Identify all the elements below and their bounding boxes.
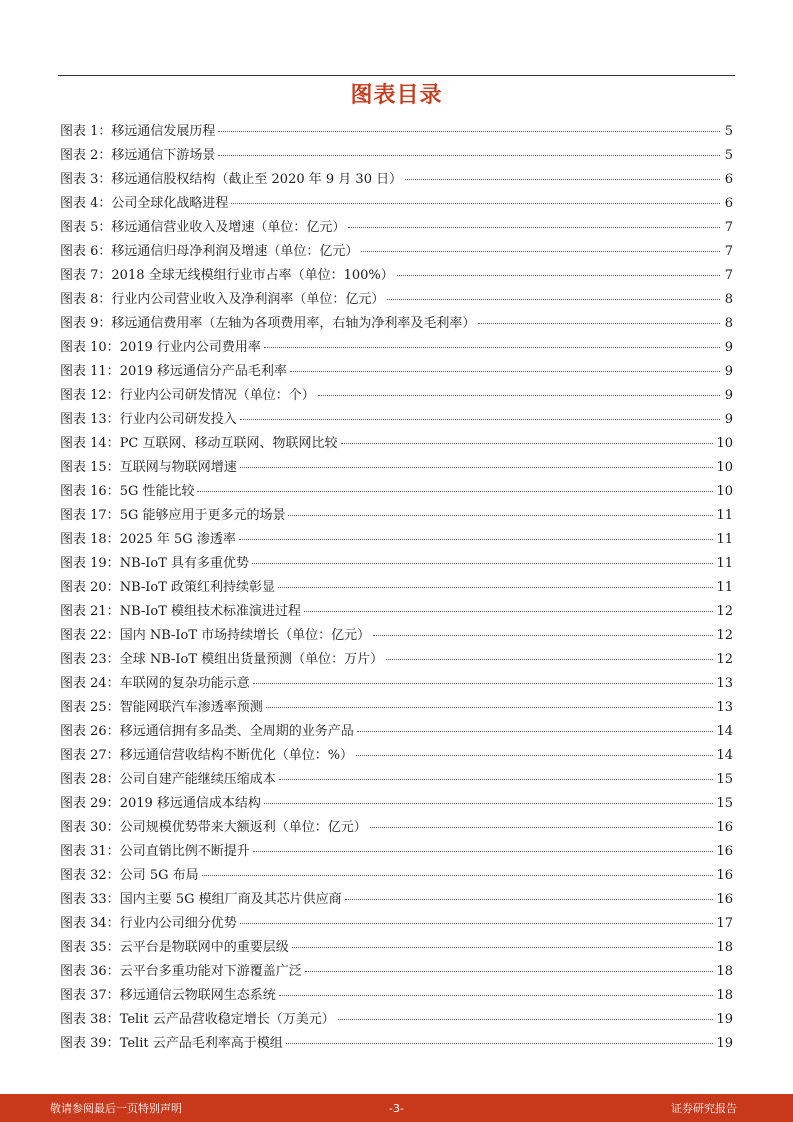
toc-entry-title (60, 432, 338, 456)
toc-entry-text: 国内主要 5G 模组厂商及其芯片供应商 (119, 892, 342, 907)
toc-entry-label: 图表 27： (60, 748, 120, 763)
toc-entry-text: 移远通信费用率（左轴为各项费用率，右轴为净利率及毛利率） (111, 316, 476, 331)
toc-entry-page: 10 (716, 460, 733, 475)
toc-entry-page: 9 (724, 412, 733, 427)
toc-entry[interactable] (60, 336, 733, 360)
toc-entry[interactable] (60, 192, 733, 216)
toc-entry-text: 5G 性能比较 (119, 484, 195, 499)
toc-entry-title (60, 312, 475, 336)
toc-entry-page: 14 (716, 724, 733, 739)
dot-leader (197, 491, 713, 492)
toc-entry-page: 6 (724, 172, 733, 187)
toc-entry-text: 公司 5G 布局 (119, 868, 199, 883)
toc-entry-text: NB-IoT 政策红利持续彰显 (119, 580, 276, 595)
toc-entry-title (60, 528, 236, 552)
toc-entry-label: 图表 1： (60, 124, 112, 139)
toc-entry-label: 图表 24： (60, 676, 120, 691)
toc-entry-page: 7 (724, 220, 733, 235)
toc-entry[interactable] (60, 408, 733, 432)
toc-entry-title (60, 144, 215, 168)
dot-leader (318, 395, 720, 396)
toc-entry[interactable] (60, 216, 733, 240)
toc-entry-page: 18 (716, 964, 733, 979)
dot-leader (405, 179, 720, 180)
toc-entry-title (60, 120, 215, 144)
toc-entry-label: 图表 12： (60, 388, 120, 403)
toc-entry-page: 9 (724, 364, 733, 379)
dot-leader (288, 515, 713, 516)
toc-entry-page: 12 (716, 652, 733, 667)
toc-entry-label: 图表 17： (60, 508, 120, 523)
dot-leader (292, 947, 714, 948)
toc-entry-title (60, 600, 301, 624)
toc-entry-title (60, 384, 315, 408)
dot-leader (218, 155, 720, 156)
toc-entry-title (60, 672, 250, 696)
toc-entry-title (60, 648, 383, 672)
toc-entry-label: 图表 4： (60, 196, 112, 211)
dot-leader (240, 419, 720, 420)
toc-entry-title (60, 408, 237, 432)
dot-leader (290, 371, 720, 372)
toc-entry[interactable] (60, 600, 733, 624)
toc-entry-text: PC 互联网、移动互联网、物联网比较 (119, 436, 338, 451)
toc-entry-page: 18 (716, 940, 733, 955)
toc-entry-text: 移远通信营收结构不断优化（单位：%） (119, 748, 354, 763)
dot-leader (305, 971, 714, 972)
toc-entry-title (60, 864, 199, 888)
toc-entry[interactable] (60, 840, 733, 864)
toc-entry[interactable] (60, 552, 733, 576)
toc-entry-title (60, 720, 354, 744)
dot-leader (348, 227, 720, 228)
toc-entry-page: 7 (724, 244, 733, 259)
toc-entry-label: 图表 21： (60, 604, 120, 619)
dot-leader (279, 779, 714, 780)
toc-entry-page: 8 (724, 292, 733, 307)
toc-entry-title (60, 576, 275, 600)
toc-entry[interactable] (60, 912, 733, 936)
toc-entry-page: 7 (724, 268, 733, 283)
toc-entry-title (60, 456, 237, 480)
toc-entry-text: NB-IoT 模组技术标准演进过程 (119, 604, 302, 619)
toc-entry-page: 13 (716, 676, 733, 691)
dot-leader (266, 707, 714, 708)
toc-entry-label: 图表 11： (60, 364, 120, 379)
toc-entry-page: 15 (716, 796, 733, 811)
dot-leader (397, 275, 720, 276)
toc-entry-title (60, 192, 228, 216)
dot-leader (278, 587, 713, 588)
toc-entry-text: 移远通信云物联网生态系统 (119, 988, 276, 1003)
toc-entry-label: 图表 10： (60, 340, 120, 355)
toc-entry-label: 图表 3： (60, 172, 112, 187)
toc-entry-page: 10 (716, 484, 733, 499)
toc-entry-title (60, 984, 276, 1008)
toc-entry[interactable] (60, 480, 733, 504)
toc-entry[interactable] (60, 384, 733, 408)
toc-entry-label: 图表 13： (60, 412, 120, 427)
toc-entry-text: 公司直销比例不断提升 (119, 844, 250, 859)
toc-entry-label: 图表 6： (60, 244, 112, 259)
toc-entry-title (60, 504, 285, 528)
toc-entry-title (60, 912, 237, 936)
toc-entry[interactable] (60, 240, 733, 264)
dot-leader (202, 875, 714, 876)
toc-entry-page: 11 (716, 532, 733, 547)
dot-leader (240, 467, 714, 468)
toc-entry-text: 公司规模优势带来大额返利（单位：亿元） (119, 820, 367, 835)
toc-entry-title (60, 264, 394, 288)
toc-entry-page: 16 (716, 868, 733, 883)
toc-entry[interactable] (60, 576, 733, 600)
toc-entry[interactable] (60, 504, 733, 528)
toc-entry-page: 8 (724, 316, 733, 331)
toc-entry-text: 行业内公司细分优势 (119, 916, 237, 931)
toc-title: 图表目录 (350, 83, 443, 108)
dot-leader (356, 755, 713, 756)
toc-entry-label: 图表 33： (60, 892, 120, 907)
toc-entry-text: 公司全球化战略进程 (111, 196, 229, 211)
toc-entry[interactable] (60, 696, 733, 720)
toc-entry[interactable] (60, 360, 733, 384)
toc-entry-title (60, 744, 353, 768)
dot-leader (345, 899, 714, 900)
toc-entry-text: 云平台多重功能对下游覆盖广泛 (119, 964, 302, 979)
toc-entry-title (60, 696, 263, 720)
toc-entry[interactable] (60, 744, 733, 768)
toc-entry-text: 移远通信下游场景 (111, 148, 216, 163)
dot-leader (373, 635, 713, 636)
toc-entry-page: 19 (716, 1012, 733, 1027)
toc-entry-text: 公司自建产能继续压缩成本 (119, 772, 276, 787)
toc-entry-text: 移远通信股权结构（截止至 2020 年 9 月 30 日） (111, 172, 403, 187)
toc-entry[interactable] (60, 168, 733, 192)
toc-entry-text: 行业内公司研发情况（单位：个） (119, 388, 315, 403)
footer-report-type: 证券研究报告 (671, 1102, 737, 1115)
toc-entry-label: 图表 35： (60, 940, 120, 955)
toc-entry-title (60, 888, 342, 912)
toc-entry-page: 14 (716, 748, 733, 763)
toc-list (60, 120, 733, 1056)
toc-entry-page: 10 (716, 436, 733, 451)
toc-entry[interactable] (60, 120, 733, 144)
toc-entry-title (60, 480, 194, 504)
toc-entry-title (60, 360, 287, 384)
toc-entry-label: 图表 19： (60, 556, 120, 571)
toc-entry[interactable] (60, 432, 733, 456)
toc-entry-text: 2019 移远通信成本结构 (119, 796, 261, 811)
toc-entry-label: 图表 8： (60, 292, 112, 307)
toc-entry-title (60, 792, 261, 816)
toc-entry-page: 17 (716, 916, 733, 931)
toc-entry-title (60, 960, 302, 984)
dot-leader (253, 851, 714, 852)
toc-entry-text: Telit 云产品毛利率高于模组 (119, 1036, 283, 1051)
toc-entry-page: 13 (716, 700, 733, 715)
dot-leader (253, 683, 714, 684)
toc-entry-label: 图表 14： (60, 436, 120, 451)
toc-entry-page: 11 (716, 508, 733, 523)
toc-entry-page: 19 (716, 1036, 733, 1051)
toc-entry-label: 图表 36： (60, 964, 120, 979)
dot-leader (370, 827, 714, 828)
toc-entry[interactable] (60, 720, 733, 744)
dot-leader (387, 299, 720, 300)
toc-entry-page: 15 (716, 772, 733, 787)
toc-entry-title (60, 552, 249, 576)
toc-entry[interactable] (60, 888, 733, 912)
toc-entry-text: NB-IoT 具有多重优势 (119, 556, 250, 571)
toc-entry-label: 图表 20： (60, 580, 120, 595)
toc-entry-title (60, 336, 261, 360)
toc-entry-page: 9 (724, 340, 733, 355)
toc-entry-text: 5G 能够应用于更多元的场景 (119, 508, 286, 523)
toc-entry-page: 16 (716, 820, 733, 835)
toc-entry-text: 移远通信归母净利润及增速（单位：亿元） (111, 244, 359, 259)
toc-entry-title (60, 288, 384, 312)
toc-entry-label: 图表 23： (60, 652, 120, 667)
dot-leader (357, 731, 714, 732)
toc-entry-text: 行业内公司营业收入及净利润率（单位：亿元） (111, 292, 385, 307)
toc-entry[interactable] (60, 672, 733, 696)
toc-entry-title (60, 624, 370, 648)
toc-entry-text: 云平台是物联网中的重要层级 (119, 940, 289, 955)
toc-entry[interactable] (60, 528, 733, 552)
toc-entry[interactable] (60, 144, 733, 168)
toc-entry-title (60, 1032, 283, 1056)
toc-entry[interactable] (60, 984, 733, 1008)
toc-entry-page: 16 (716, 844, 733, 859)
footer-bar (0, 1094, 793, 1122)
toc-entry-label: 图表 38： (60, 1012, 120, 1027)
dot-leader (231, 203, 720, 204)
toc-entry-page: 9 (724, 388, 733, 403)
dot-leader (386, 659, 713, 660)
toc-entry[interactable] (60, 312, 733, 336)
toc-entry-text: 智能网联汽车渗透率预测 (119, 700, 263, 715)
toc-entry-title (60, 216, 345, 240)
toc-entry-label: 图表 15： (60, 460, 120, 475)
header-rule (58, 75, 735, 76)
toc-entry-text: 国内 NB-IoT 市场持续增长（单位：亿元） (119, 628, 371, 643)
dot-leader (286, 1043, 714, 1044)
toc-entry-label: 图表 2： (60, 148, 112, 163)
toc-entry[interactable] (60, 264, 733, 288)
toc-entry-text: Telit 云产品营收稳定增长（万美元） (119, 1012, 335, 1027)
toc-entry-title (60, 1008, 335, 1032)
toc-entry-label: 图表 28： (60, 772, 120, 787)
toc-entry-title (60, 168, 402, 192)
toc-entry-label: 图表 25： (60, 700, 120, 715)
toc-entry[interactable] (60, 1032, 733, 1056)
toc-entry-page: 11 (716, 580, 733, 595)
footer-page-number: -3- (389, 1101, 404, 1115)
dot-leader (338, 1019, 714, 1020)
toc-entry-title (60, 936, 289, 960)
dot-leader (240, 923, 714, 924)
toc-entry[interactable] (60, 456, 733, 480)
toc-entry-title (60, 840, 250, 864)
toc-entry[interactable] (60, 768, 733, 792)
toc-entry-title (60, 768, 276, 792)
toc-entry-text: 2025 年 5G 渗透率 (119, 532, 236, 547)
toc-entry[interactable] (60, 288, 733, 312)
toc-entry-text: 互联网与物联网增速 (119, 460, 237, 475)
toc-entry-page: 16 (716, 892, 733, 907)
toc-entry-page: 5 (724, 124, 733, 139)
toc-entry-label: 图表 7： (60, 268, 112, 283)
toc-entry[interactable] (60, 816, 733, 840)
toc-entry-page: 12 (716, 628, 733, 643)
toc-entry[interactable] (60, 792, 733, 816)
toc-entry-page: 12 (716, 604, 733, 619)
toc-entry-label: 图表 18： (60, 532, 120, 547)
toc-entry-label: 图表 30： (60, 820, 120, 835)
toc-entry-label: 图表 34： (60, 916, 120, 931)
dot-leader (478, 323, 720, 324)
toc-entry-text: 移远通信发展历程 (111, 124, 216, 139)
toc-entry[interactable] (60, 936, 733, 960)
dot-leader (304, 611, 713, 612)
toc-entry-text: 全球 NB-IoT 模组出货量预测（单位：万片） (119, 652, 384, 667)
toc-entry-label: 图表 29： (60, 796, 120, 811)
toc-entry-label: 图表 31： (60, 844, 120, 859)
toc-entry[interactable] (60, 1008, 733, 1032)
dot-leader (361, 251, 720, 252)
footer-disclaimer: 敬请参阅最后一页特别声明 (50, 1102, 182, 1115)
dot-leader (218, 131, 720, 132)
toc-entry-label: 图表 16： (60, 484, 120, 499)
toc-entry-title (60, 816, 367, 840)
toc-entry[interactable] (60, 864, 733, 888)
toc-entry-label: 图表 37： (60, 988, 120, 1003)
toc-entry[interactable] (60, 960, 733, 984)
toc-entry-text: 2019 移远通信分产品毛利率 (119, 364, 287, 379)
toc-entry-page: 6 (724, 196, 733, 211)
toc-entry-label: 图表 5： (60, 220, 112, 235)
dot-leader (252, 563, 713, 564)
dot-leader (264, 803, 714, 804)
toc-entry-label: 图表 26： (60, 724, 120, 739)
toc-entry-page: 18 (716, 988, 733, 1003)
toc-entry-page: 5 (724, 148, 733, 163)
toc-entry-label: 图表 22： (60, 628, 120, 643)
toc-entry-label: 图表 32： (60, 868, 120, 883)
toc-entry[interactable] (60, 624, 733, 648)
toc-entry-title (60, 240, 358, 264)
toc-entry-page: 11 (716, 556, 733, 571)
toc-entry-text: 车联网的复杂功能示意 (119, 676, 250, 691)
toc-entry-text: 行业内公司研发投入 (119, 412, 237, 427)
dot-leader (264, 347, 720, 348)
toc-entry-text: 移远通信拥有多品类、全周期的业务产品 (119, 724, 354, 739)
toc-entry-text: 2018 全球无线模组行业市占率（单位：100%） (111, 268, 394, 283)
dot-leader (341, 443, 714, 444)
toc-entry[interactable] (60, 648, 733, 672)
toc-entry-label: 图表 39： (60, 1036, 120, 1051)
dot-leader (279, 995, 714, 996)
toc-entry-text: 移远通信营业收入及增速（单位：亿元） (111, 220, 346, 235)
toc-entry-text: 2019 行业内公司费用率 (119, 340, 261, 355)
dot-leader (239, 539, 714, 540)
toc-entry-label: 图表 9： (60, 316, 112, 331)
